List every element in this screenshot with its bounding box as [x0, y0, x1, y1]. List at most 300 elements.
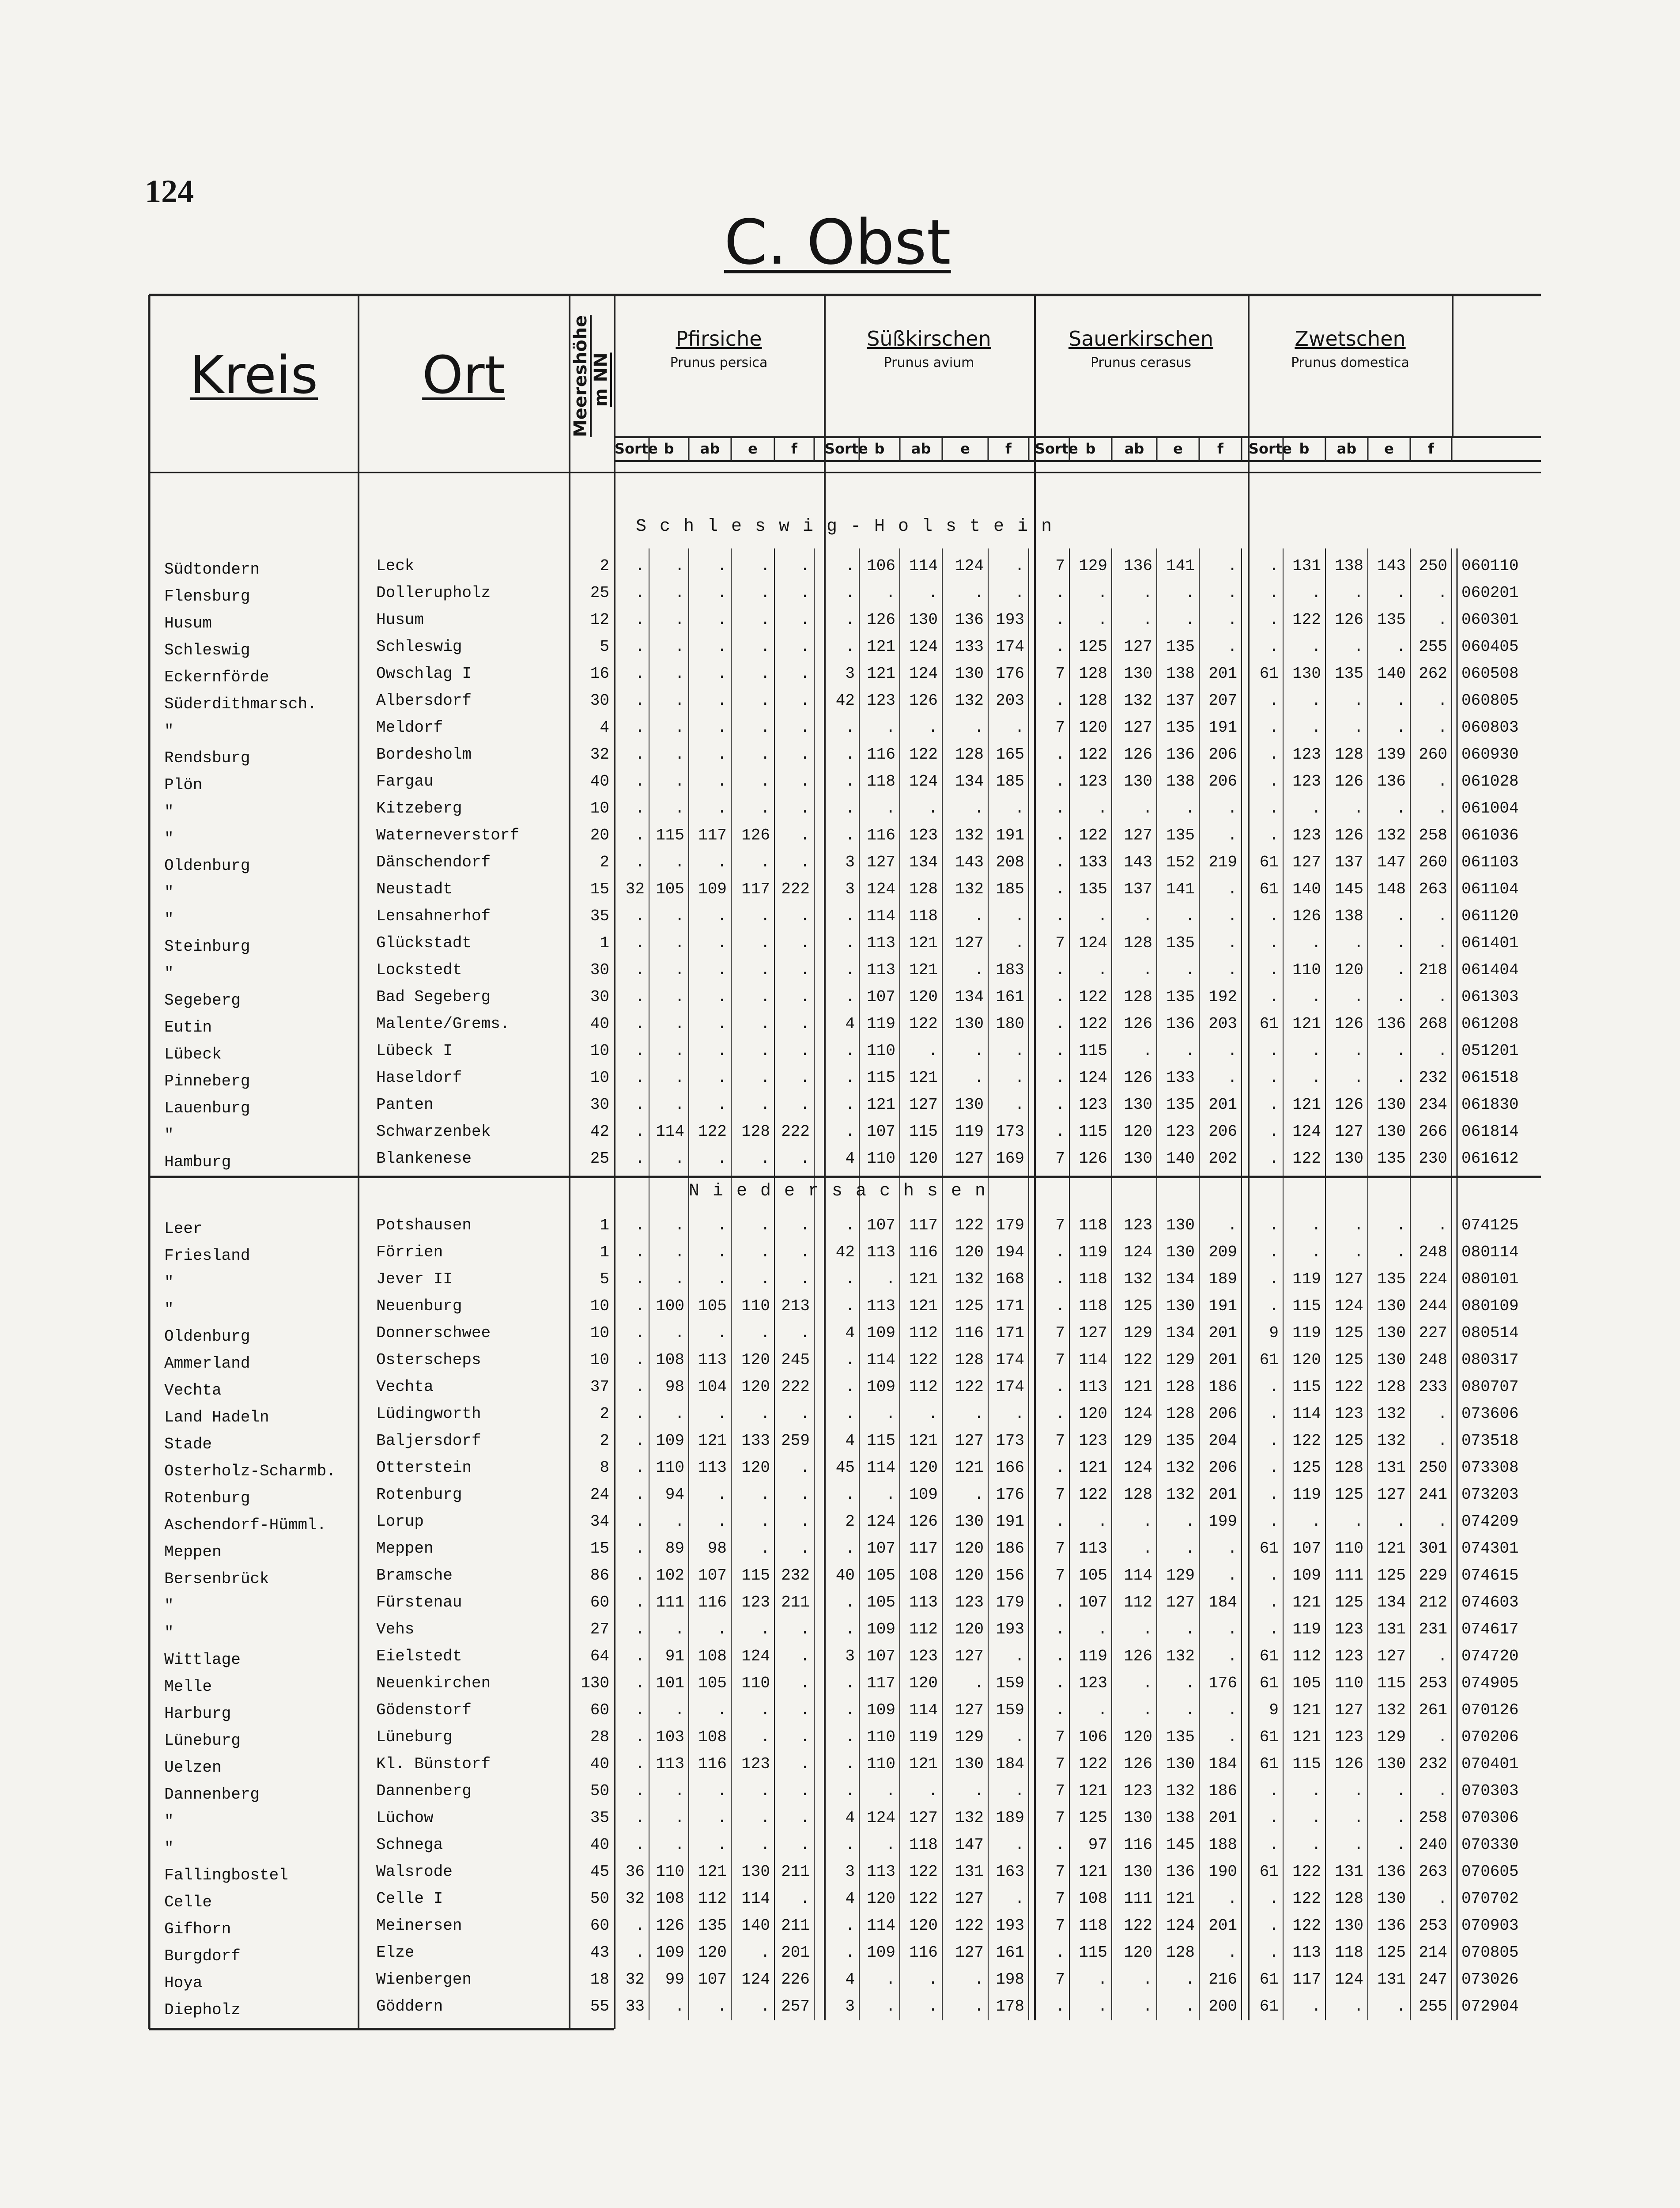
value-cell: . — [760, 988, 770, 1006]
value-cell: . — [1227, 638, 1237, 656]
value-cell: . — [1055, 745, 1065, 764]
value-cell: 121 — [909, 1755, 938, 1773]
value-cell: 118 — [1079, 1917, 1107, 1935]
value-cell: 127 — [955, 1701, 984, 1719]
value-cell: 110 — [867, 1042, 895, 1060]
value-cell: . — [1015, 584, 1024, 602]
value-cell: 135 — [1166, 988, 1195, 1006]
value-cell: 124 — [867, 1512, 895, 1531]
value-cell: . — [1438, 611, 1447, 629]
value-cell: . — [1015, 934, 1024, 952]
value-cell: . — [675, 988, 684, 1006]
fruit-name: Pfirsiche — [676, 327, 762, 351]
value-cell: 124 — [1166, 1917, 1195, 1935]
value-cell: 111 — [1124, 1890, 1152, 1908]
value-cell: . — [675, 692, 684, 710]
value-cell: . — [845, 934, 855, 952]
value-cell: . — [635, 907, 645, 925]
code-cell: 080101 — [1461, 1270, 1519, 1288]
value-cell: 121 — [1079, 1459, 1107, 1477]
height-cell: 35 — [590, 1809, 609, 1827]
value-cell: 250 — [1419, 557, 1447, 575]
value-cell: . — [760, 1042, 770, 1060]
value-cell: . — [635, 1405, 645, 1423]
value-cell: . — [1269, 1216, 1279, 1234]
ort-cell: Elze — [376, 1943, 415, 1962]
ort-cell: Bad Segeberg — [376, 988, 491, 1006]
value-cell: . — [1098, 1997, 1107, 2015]
value-cell: 112 — [909, 1620, 938, 1638]
kreis-cell: " — [164, 803, 174, 821]
kreis-cell: " — [164, 1839, 174, 1857]
value-cell: . — [800, 665, 810, 683]
value-cell: . — [675, 1042, 684, 1060]
value-cell: 108 — [909, 1566, 938, 1584]
value-cell: 115 — [1079, 1943, 1107, 1962]
value-cell: 118 — [1079, 1297, 1107, 1315]
value-cell: 118 — [909, 1836, 938, 1854]
value-cell: . — [928, 584, 938, 602]
value-cell: . — [1098, 1970, 1107, 1989]
value-cell: 268 — [1419, 1015, 1447, 1033]
value-cell: . — [635, 1486, 645, 1504]
ort-cell: Vechta — [376, 1378, 434, 1396]
value-cell: 3 — [845, 1997, 855, 2015]
value-cell: . — [1055, 961, 1065, 979]
value-cell: 130 — [1124, 1863, 1152, 1881]
value-cell: 109 — [656, 1432, 684, 1450]
value-cell: . — [717, 665, 727, 683]
value-cell: 128 — [909, 880, 938, 898]
value-cell: . — [1143, 1674, 1152, 1692]
value-cell: . — [1311, 1809, 1321, 1827]
value-cell: 108 — [1079, 1890, 1107, 1908]
value-cell: 119 — [909, 1728, 938, 1746]
value-cell: 116 — [909, 1943, 938, 1962]
value-cell: 137 — [1335, 853, 1363, 871]
value-cell: 122 — [909, 1863, 938, 1881]
value-cell: 117 — [867, 1674, 895, 1692]
value-cell: . — [1438, 772, 1447, 790]
value-cell: 191 — [1208, 718, 1237, 737]
value-cell: 105 — [867, 1593, 895, 1611]
value-cell: 203 — [996, 692, 1024, 710]
value-cell: 122 — [1079, 988, 1107, 1006]
kreis-cell: Uelzen — [164, 1758, 222, 1777]
ort-cell: Potshausen — [376, 1216, 472, 1234]
value-cell: 147 — [955, 1836, 984, 1854]
value-cell: . — [886, 1270, 895, 1288]
value-cell: 121 — [867, 1096, 895, 1114]
value-cell: 130 — [741, 1863, 770, 1881]
value-cell: 141 — [1166, 880, 1195, 898]
value-cell: . — [974, 1405, 984, 1423]
value-cell: 121 — [909, 1432, 938, 1450]
value-cell: . — [1185, 1042, 1195, 1060]
value-cell: 107 — [1292, 1539, 1321, 1558]
value-cell: 101 — [656, 1674, 684, 1692]
value-cell: . — [760, 1216, 770, 1234]
fruit-name: Sauerkirschen — [1068, 327, 1213, 351]
code-cell: 070306 — [1461, 1809, 1519, 1827]
value-cell: 7 — [1055, 1486, 1065, 1504]
value-cell: 213 — [781, 1297, 810, 1315]
value-cell: 7 — [1055, 1728, 1065, 1746]
code-cell: 074905 — [1461, 1674, 1519, 1692]
value-cell: 119 — [867, 1015, 895, 1033]
value-cell: . — [1055, 584, 1065, 602]
value-cell: 121 — [955, 1459, 984, 1477]
value-cell: 113 — [1079, 1378, 1107, 1396]
value-cell: 128 — [1335, 1459, 1363, 1477]
value-cell: 127 — [955, 1149, 984, 1168]
value-cell: . — [1185, 1512, 1195, 1531]
value-cell: 7 — [1055, 1755, 1065, 1773]
kreis-cell: Meppen — [164, 1543, 222, 1561]
value-cell: . — [635, 638, 645, 656]
kreis-cell: " — [164, 1812, 174, 1830]
value-cell: . — [1396, 1512, 1406, 1531]
value-cell: . — [717, 961, 727, 979]
value-cell: 9 — [1269, 1701, 1279, 1719]
value-cell: 107 — [867, 988, 895, 1006]
value-cell: . — [1269, 1069, 1279, 1087]
value-cell: . — [1227, 1566, 1237, 1584]
ort-cell: Albersdorf — [376, 692, 472, 710]
value-cell: 198 — [996, 1970, 1024, 1989]
value-cell: 134 — [955, 772, 984, 790]
value-cell: . — [800, 584, 810, 602]
value-cell: 206 — [1208, 1123, 1237, 1141]
value-cell: 125 — [1335, 1324, 1363, 1342]
value-cell: . — [717, 692, 727, 710]
value-cell: . — [974, 718, 984, 737]
value-cell: . — [1269, 584, 1279, 602]
value-cell: 134 — [909, 853, 938, 871]
kreis-cell: Gifhorn — [164, 1920, 231, 1938]
value-cell: . — [635, 1836, 645, 1854]
value-cell: . — [1055, 1270, 1065, 1288]
value-cell: . — [1438, 692, 1447, 710]
value-cell: . — [1396, 1216, 1406, 1234]
value-cell: 122 — [698, 1123, 727, 1141]
value-cell: 115 — [867, 1069, 895, 1087]
value-cell: . — [1269, 1917, 1279, 1935]
value-cell: 140 — [1377, 665, 1406, 683]
value-cell: . — [760, 772, 770, 790]
value-cell: . — [760, 1512, 770, 1531]
code-cell: 074301 — [1461, 1539, 1519, 1558]
value-cell: 135 — [1335, 665, 1363, 683]
value-cell: 61 — [1259, 853, 1279, 871]
value-cell: 152 — [1166, 853, 1195, 871]
value-cell: . — [1055, 1243, 1065, 1261]
value-cell: 132 — [955, 692, 984, 710]
height-cell: 2 — [600, 557, 609, 575]
value-cell: . — [1055, 1297, 1065, 1315]
value-cell: 194 — [996, 1243, 1024, 1261]
value-cell: 126 — [1124, 1647, 1152, 1665]
value-cell: 112 — [698, 1890, 727, 1908]
value-cell: 89 — [665, 1539, 684, 1558]
value-cell: 163 — [996, 1863, 1024, 1881]
value-cell: . — [1055, 1069, 1065, 1087]
value-cell: 114 — [1292, 1405, 1321, 1423]
value-cell: . — [845, 718, 855, 737]
kreis-cell: Melle — [164, 1678, 212, 1696]
height-cell: 20 — [590, 826, 609, 844]
value-cell: . — [800, 934, 810, 952]
value-cell: . — [717, 1701, 727, 1719]
value-cell: 118 — [1335, 1943, 1363, 1962]
value-cell: 250 — [1419, 1459, 1447, 1477]
value-cell: 120 — [741, 1351, 770, 1369]
ort-cell: Neuenkirchen — [376, 1674, 491, 1692]
value-cell: . — [1354, 799, 1363, 817]
value-cell: . — [717, 611, 727, 629]
value-cell: . — [845, 1917, 855, 1935]
value-cell: 114 — [656, 1123, 684, 1141]
kreis-cell: Lüneburg — [164, 1732, 241, 1750]
height-cell: 30 — [590, 988, 609, 1006]
value-cell: . — [760, 557, 770, 575]
kreis-cell: Schleswig — [164, 641, 250, 659]
ort-cell: Husum — [376, 611, 424, 629]
value-cell: 122 — [1079, 1015, 1107, 1033]
value-cell: . — [845, 1755, 855, 1773]
value-cell: 189 — [996, 1809, 1024, 1827]
ort-cell: Schleswig — [376, 638, 462, 656]
height-cell: 1 — [600, 1216, 609, 1234]
value-cell: . — [1269, 638, 1279, 656]
header-fruit-zwetschen — [1249, 327, 1452, 371]
value-cell: 260 — [1419, 853, 1447, 871]
value-cell: 174 — [996, 1378, 1024, 1396]
value-cell: 113 — [909, 1593, 938, 1611]
value-cell: 117 — [741, 880, 770, 898]
kreis-cell: Dannenberg — [164, 1785, 260, 1803]
value-cell: 98 — [707, 1539, 727, 1558]
value-cell: 109 — [867, 1701, 895, 1719]
value-cell: 126 — [1124, 745, 1152, 764]
subheader-ab: ab — [1336, 440, 1357, 457]
value-cell: . — [760, 1836, 770, 1854]
value-cell: 111 — [656, 1593, 684, 1611]
value-cell: 112 — [1292, 1647, 1321, 1665]
value-cell: 120 — [741, 1459, 770, 1477]
value-cell: 32 — [625, 1970, 645, 1989]
value-cell: 136 — [1166, 745, 1195, 764]
value-cell: 124 — [1292, 1123, 1321, 1141]
value-cell: 115 — [1377, 1674, 1406, 1692]
value-cell: 4 — [845, 1970, 855, 1989]
value-cell: 119 — [1079, 1243, 1107, 1261]
value-cell: 127 — [955, 1432, 984, 1450]
value-cell: . — [1055, 1512, 1065, 1531]
value-cell: 33 — [625, 1997, 645, 2015]
value-cell: 122 — [955, 1378, 984, 1396]
ort-cell: Jever II — [376, 1270, 453, 1288]
value-cell: 137 — [1166, 692, 1195, 710]
value-cell: 201 — [1208, 1486, 1237, 1504]
value-cell: . — [1269, 611, 1279, 629]
value-cell: 36 — [625, 1863, 645, 1881]
value-cell: . — [635, 1566, 645, 1584]
value-cell: 204 — [1208, 1432, 1237, 1450]
value-cell: . — [675, 745, 684, 764]
value-cell: 107 — [867, 1647, 895, 1665]
value-cell: 114 — [909, 557, 938, 575]
value-cell: 123 — [1292, 772, 1321, 790]
value-cell: . — [1227, 934, 1237, 952]
value-cell: 131 — [1335, 1863, 1363, 1881]
kreis-cell: " — [164, 911, 174, 929]
value-cell: 107 — [698, 1970, 727, 1989]
value-cell: . — [928, 1042, 938, 1060]
value-cell: 132 — [1377, 1701, 1406, 1719]
value-cell: 61 — [1259, 1755, 1279, 1773]
value-cell: . — [1185, 1970, 1195, 1989]
value-cell: 3 — [845, 853, 855, 871]
value-cell: . — [760, 638, 770, 656]
value-cell: . — [1227, 1539, 1237, 1558]
value-cell: 107 — [867, 1216, 895, 1234]
value-cell: . — [800, 799, 810, 817]
value-cell: . — [1227, 961, 1237, 979]
value-cell: . — [635, 1149, 645, 1168]
value-cell: 141 — [1166, 557, 1195, 575]
subheader-e: e — [960, 440, 970, 457]
header-fruit-sauerkirschen — [1035, 327, 1247, 371]
value-cell: 211 — [781, 1917, 810, 1935]
value-cell: . — [1269, 1486, 1279, 1504]
value-cell: . — [1269, 745, 1279, 764]
value-cell: 139 — [1377, 745, 1406, 764]
value-cell: 131 — [1377, 1970, 1406, 1989]
value-cell: 130 — [1377, 1324, 1406, 1342]
value-cell: . — [717, 1486, 727, 1504]
value-cell: . — [1055, 692, 1065, 710]
value-cell: 97 — [1088, 1836, 1107, 1854]
value-cell: 117 — [1292, 1970, 1321, 1989]
value-cell: . — [675, 1069, 684, 1087]
kreis-cell: Eutin — [164, 1018, 212, 1036]
value-cell: 130 — [1124, 772, 1152, 790]
value-cell: 121 — [909, 961, 938, 979]
value-cell: . — [1438, 1890, 1447, 1908]
value-cell: 128 — [955, 745, 984, 764]
value-cell: . — [1354, 718, 1363, 737]
value-cell: . — [717, 745, 727, 764]
value-cell: . — [1311, 1836, 1321, 1854]
ort-cell: Wienbergen — [376, 1970, 472, 1989]
height-cell: 45 — [590, 1863, 609, 1881]
value-cell: 113 — [1292, 1943, 1321, 1962]
value-cell: 129 — [1124, 1432, 1152, 1450]
value-cell: 179 — [996, 1593, 1024, 1611]
value-cell: . — [1015, 557, 1024, 575]
value-cell: . — [760, 934, 770, 952]
value-cell: . — [1185, 611, 1195, 629]
value-cell: 206 — [1208, 772, 1237, 790]
value-cell: . — [974, 799, 984, 817]
value-cell: . — [845, 1782, 855, 1800]
value-cell: 122 — [1292, 1432, 1321, 1450]
value-cell: . — [1098, 799, 1107, 817]
value-cell: . — [675, 1216, 684, 1234]
value-cell: 122 — [1292, 1863, 1321, 1881]
value-cell: . — [886, 1405, 895, 1423]
value-cell: . — [1396, 584, 1406, 602]
value-cell: 125 — [1335, 1486, 1363, 1504]
value-cell: . — [717, 1243, 727, 1261]
value-cell: . — [1311, 988, 1321, 1006]
value-cell: 209 — [1208, 1243, 1237, 1261]
value-cell: 126 — [656, 1917, 684, 1935]
value-cell: 136 — [955, 611, 984, 629]
value-cell: 121 — [698, 1863, 727, 1881]
value-cell: . — [1396, 692, 1406, 710]
value-cell: . — [717, 557, 727, 575]
value-cell: 125 — [1335, 1593, 1363, 1611]
value-cell: . — [1015, 907, 1024, 925]
value-cell: 3 — [845, 665, 855, 683]
value-cell: . — [717, 934, 727, 952]
fruit-name: Süßkirschen — [867, 327, 991, 351]
value-cell: 201 — [1208, 1351, 1237, 1369]
subheader-e: e — [748, 440, 758, 457]
value-cell: 134 — [955, 988, 984, 1006]
value-cell: 61 — [1259, 1997, 1279, 2015]
value-cell: . — [1143, 799, 1152, 817]
value-cell: 176 — [996, 1486, 1024, 1504]
value-cell: 130 — [1292, 665, 1321, 683]
value-cell: 127 — [909, 1809, 938, 1827]
value-cell: . — [760, 1243, 770, 1261]
value-cell: 128 — [1335, 1890, 1363, 1908]
value-cell: 109 — [909, 1486, 938, 1504]
value-cell: . — [1227, 1620, 1237, 1638]
ort-cell: Haseldorf — [376, 1069, 462, 1087]
kreis-cell: Osterholz-Scharmb. — [164, 1462, 336, 1480]
value-cell: . — [1354, 1042, 1363, 1060]
value-cell: 4 — [845, 1890, 855, 1908]
value-cell: . — [1396, 638, 1406, 656]
ort-cell: Glückstadt — [376, 934, 472, 952]
value-cell: . — [760, 1405, 770, 1423]
value-cell: . — [1438, 934, 1447, 952]
value-cell: . — [1185, 1701, 1195, 1719]
height-cell: 32 — [590, 745, 609, 764]
value-cell: 178 — [996, 1997, 1024, 2015]
value-cell: 42 — [835, 1243, 855, 1261]
value-cell: 110 — [867, 1755, 895, 1773]
value-cell: . — [675, 961, 684, 979]
value-cell: 116 — [867, 745, 895, 764]
value-cell: 9 — [1269, 1324, 1279, 1342]
value-cell: 126 — [867, 611, 895, 629]
height-cell: 18 — [590, 1970, 609, 1989]
height-cell: 16 — [590, 665, 609, 683]
value-cell: . — [635, 1351, 645, 1369]
value-cell: . — [800, 745, 810, 764]
value-cell: 126 — [909, 1512, 938, 1531]
value-cell: . — [635, 1216, 645, 1234]
value-cell: 131 — [955, 1863, 984, 1881]
value-cell: 123 — [1335, 1647, 1363, 1665]
value-cell: 115 — [1292, 1297, 1321, 1315]
value-cell: . — [717, 1042, 727, 1060]
